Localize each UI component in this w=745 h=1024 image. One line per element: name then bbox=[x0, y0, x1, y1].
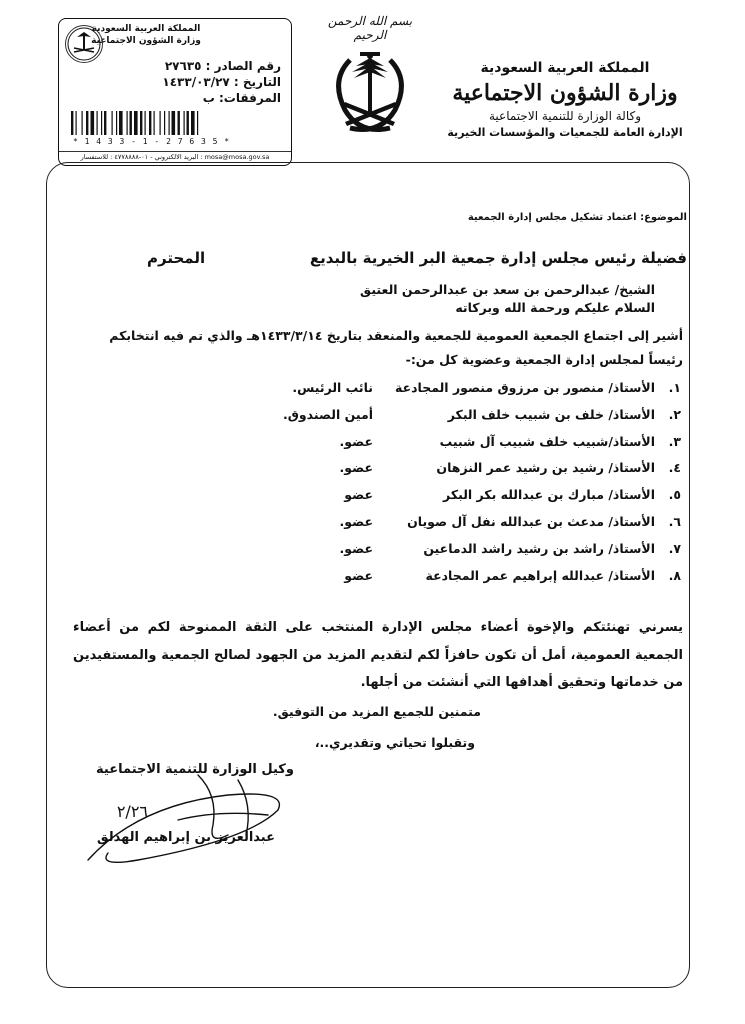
stamp-kingdom: المملكة العربية السعودية bbox=[91, 24, 201, 34]
addressee-name: الشيخ/ عبدالرحمن بن سعد بن عبدالرحمن العتيق bbox=[360, 282, 655, 297]
closing-line: متمنين للجميع المزيد من التوفيق. bbox=[272, 704, 481, 719]
issue-number: رقم الصادر : ٢٧٦٣٥ bbox=[164, 59, 281, 73]
member-role: عضو. bbox=[339, 433, 373, 449]
member-number: ٤. bbox=[668, 460, 681, 476]
member-name: الأستاذ/شبيب خلف شبيب آل شبيب bbox=[439, 433, 655, 449]
member-role: عضو. bbox=[339, 460, 373, 476]
signer-name: عبدالعزيز بن إبراهيم الهدلق bbox=[96, 830, 275, 845]
member-name: الأستاذ/ مبارك بن عبدالله بكر البكر bbox=[443, 487, 655, 503]
handwritten-signature bbox=[78, 765, 308, 875]
ministry-header bbox=[445, 58, 685, 142]
barcode-number: * 1 4 3 3 - 1 - 2 7 6 3 5 * bbox=[73, 137, 231, 146]
barcode bbox=[71, 111, 261, 135]
honorific: المحترم bbox=[147, 249, 206, 267]
member-row bbox=[121, 483, 681, 510]
member-row bbox=[121, 376, 681, 403]
member-number: ١. bbox=[668, 380, 681, 395]
member-number: ٢. bbox=[668, 406, 681, 422]
attachments: المرفقات: ب bbox=[202, 91, 281, 105]
basmala: بسم الله الرحمن الرحيم bbox=[327, 14, 413, 42]
agency-name: وكالة الوزارة للتنمية الاجتماعية bbox=[489, 109, 641, 123]
member-row bbox=[121, 564, 681, 591]
congratulation-paragraph: يسرني تهنئتكم والإخوة أعضاء مجلس الإدارة المنتخب على الثقة الممنوحة لكم من أعضاء الجمعية العمومية، أمل أن تكون حافزاً لكم لتقديم المزيد من الجهود لصالح الجمعية والمستفيدين من خدماتها وتحقيق أهدافها التي أنشئت من أجلها. bbox=[73, 620, 683, 690]
salutation: السلام عليكم ورحمة الله وبركاته bbox=[455, 300, 655, 315]
member-number: ٨. bbox=[668, 567, 681, 583]
members-list bbox=[121, 376, 681, 590]
member-name: الأستاذ/ خلف بن شبيب خلف البكر bbox=[447, 406, 655, 422]
outgoing-stamp bbox=[58, 18, 292, 166]
member-row bbox=[121, 456, 681, 483]
member-row bbox=[121, 403, 681, 430]
addressee: فضيلة رئيس مجلس إدارة جمعية البر الخيرية بالبديع bbox=[309, 249, 687, 267]
member-row bbox=[121, 430, 681, 457]
member-name: الأستاذ/ عبدالله إبراهيم عمر المجادعة bbox=[425, 567, 655, 583]
member-number: ٧. bbox=[668, 540, 681, 556]
member-number: ٥. bbox=[668, 487, 681, 503]
member-role: نائب الرئيس. bbox=[292, 380, 373, 395]
member-row bbox=[121, 537, 681, 564]
emblem-icon bbox=[315, 40, 425, 150]
issue-date: التاريخ : ١٤٣٣/٠٣/٢٧ bbox=[162, 75, 281, 89]
member-number: ٦. bbox=[668, 513, 681, 529]
member-role: أمين الصندوق. bbox=[282, 406, 373, 422]
greeting-line: وتقبلوا تحياتي وتقديري..، bbox=[314, 735, 475, 750]
member-role: عضو. bbox=[339, 540, 373, 556]
department-name: الإدارة العامة للجمعيات والمؤسسات الخيرية bbox=[447, 126, 683, 139]
stamp-footer: mosa@mosa.gov.sa : البريد الالكتروني - ٠١-٤٧٧٨٨٨٨ : للاستفسار bbox=[59, 151, 291, 161]
stamp-ministry: وزارة الشؤون الاجتماعية bbox=[91, 36, 201, 46]
member-name: الأستاذ/ مدعث بن عبدالله نفل آل صويان bbox=[407, 513, 655, 529]
ministry-name: وزارة الشؤون الاجتماعية bbox=[452, 80, 678, 106]
member-name: الأستاذ/ منصور بن مرزوق منصور المجادعة bbox=[395, 380, 655, 395]
member-role: عضو bbox=[344, 487, 373, 503]
intro-text: أشير إلى اجتماع الجمعية العمومية للجمعية والمنعقد بتاريخ ١٤٣٣/٣/١٤هـ والذي تم فيه انتخابكم رئيساً لمجلس إدارة الجمعية وعضوية كل من:- bbox=[109, 328, 683, 367]
signer-title: وكيل الوزارة للتنمية الاجتماعية bbox=[96, 762, 294, 777]
letter-subject: الموضوع: اعتماد تشكيل مجلس إدارة الجمعية bbox=[467, 212, 687, 223]
member-row bbox=[121, 510, 681, 537]
member-name: الأستاذ/ راشد بن رشيد راشد الدماعين bbox=[423, 540, 655, 556]
member-role: عضو bbox=[344, 567, 373, 583]
member-name: الأستاذ/ رشيد بن رشيد عمر النزهان bbox=[436, 460, 655, 476]
kingdom-name: المملكة العربية السعودية bbox=[480, 60, 650, 76]
member-number: ٣. bbox=[668, 433, 681, 449]
signature-date: ٢/٢٦ bbox=[116, 802, 148, 821]
member-role: عضو. bbox=[339, 513, 373, 529]
seal-icon bbox=[65, 25, 103, 63]
